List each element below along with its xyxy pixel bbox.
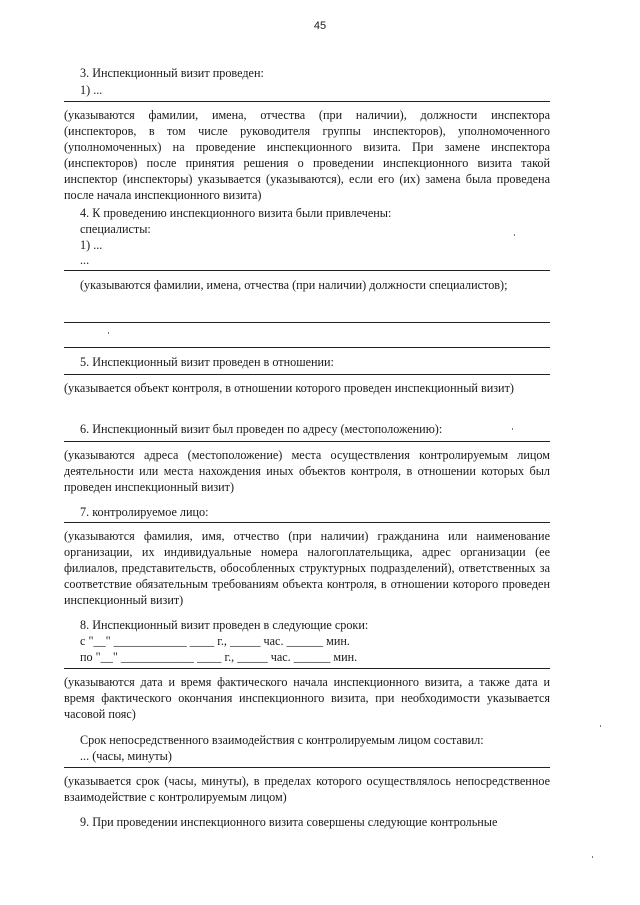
fill-line: [64, 522, 550, 523]
interaction-value: ... (часы, минуты): [80, 749, 172, 763]
fill-line: [64, 347, 550, 348]
section-4-note: (указываются фамилии, имена, отчества (при наличии) должности специалистов);: [80, 278, 508, 292]
section-9-heading: 9. При проведении инспекционного визита совершены следующие контрольные: [80, 815, 498, 829]
section-3-item: 1) ...: [80, 83, 103, 97]
section-7-note: (указываются фамилия, имя, отчество (при наличии) гражданина или наименование организации, их индивидуальные номера налогоплательщика, адрес организации (ее филиалов, представительств, обособленных структурных подразделений), ответственных за соответствие обязательным требованиям объекта контроля, в отношении которого проведен инспекционный визит): [64, 529, 550, 607]
scan-speck: [512, 428, 513, 430]
section-8-note: (указываются дата и время фактического начала инспекционного визита, а также дата и время фактического окончания инспекционного визита, при необходимости указывается часовой пояс): [64, 675, 550, 721]
fill-line: [64, 322, 550, 323]
fill-line: [64, 668, 550, 669]
section-6-heading: 6. Инспекционный визит был проведен по адресу (местоположению):: [80, 422, 443, 436]
fill-line: [64, 767, 550, 768]
section-4-more: ...: [80, 253, 90, 267]
section-3-heading: 3. Инспекционный визит проведен:: [80, 66, 264, 80]
scan-speck: [514, 234, 515, 236]
section-4-item: 1) ...: [80, 238, 103, 252]
scan-speck: [600, 725, 601, 727]
section-4-subheading: специалисты:: [80, 222, 151, 236]
fill-line: [64, 374, 550, 375]
fill-line: [64, 441, 550, 442]
fill-line: [64, 101, 550, 102]
section-3-note: (указываются фамилии, имена, отчества (при наличии), должности инспектора (инспекторов, в том числе руководителя группы инспекторов), уполномоченного (уполномоченных) на проведение инспекционного визита. При замене инспектора (инспекторов) после принятия решения о проведении инспекционного визита такой инспектор (инспекторы) указывается (указываются), если его (их) замена была проведена после начала инспекционного визита): [64, 108, 550, 202]
interaction-note: (указывается срок (часы, минуты), в пределах которого осуществлялось непосредственное взаимодействие с контролируемым лицом): [64, 774, 550, 804]
section-7-heading: 7. контролируемое лицо:: [80, 505, 209, 519]
interaction-heading: Срок непосредственного взаимодействия с контролируемым лицом составил:: [80, 733, 484, 747]
section-6-note: (указываются адреса (местоположение) места осуществления контролируемым лицом деятельности или места нахождения иных объектов контроля, в отношении которых был проведен инспекционный визит): [64, 448, 550, 494]
date-to-line: по "__" ____________ ____ г., _____ час. ______ мин.: [80, 650, 358, 664]
scan-speck: [592, 856, 593, 858]
section-5-note: (указывается объект контроля, в отношении которого проведен инспекционный визит): [64, 381, 514, 395]
section-5-heading: 5. Инспекционный визит проведен в отношении:: [80, 355, 334, 369]
section-8-heading: 8. Инспекционный визит проведен в следующие сроки:: [80, 618, 369, 632]
scan-speck: [108, 332, 109, 334]
fill-line: [64, 270, 550, 271]
page-number: 45: [313, 20, 327, 32]
date-from-line: с "__" ____________ ____ г., _____ час. ______ мин.: [80, 634, 350, 648]
section-4-heading: 4. К проведению инспекционного визита были привлечены:: [80, 206, 392, 220]
